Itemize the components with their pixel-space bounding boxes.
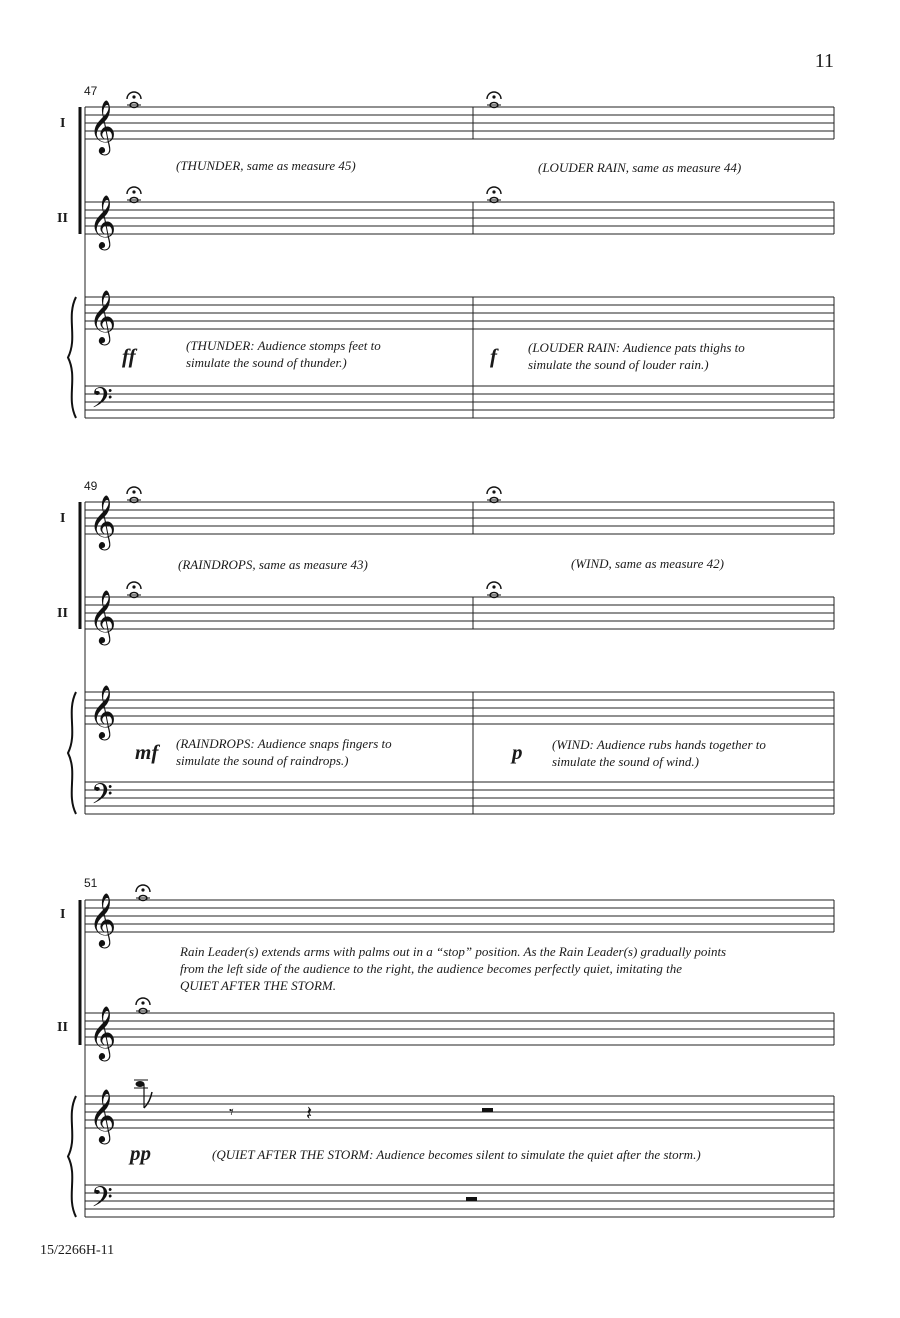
dynamic-p: p xyxy=(512,740,523,764)
staff-label-II: II xyxy=(57,1020,68,1035)
treble-clef-icon: 𝄞 xyxy=(89,99,117,153)
piano-text-line: (QUIET AFTER THE STORM: Audience becomes silent to simulate the quiet after the storm.) xyxy=(212,1147,701,1162)
eighth-note xyxy=(136,1081,145,1087)
direction-thunder: (THUNDER, same as measure 45) xyxy=(176,158,356,173)
treble-clef-icon: 𝄞 xyxy=(89,194,117,248)
dynamic-mf: mf xyxy=(135,740,159,764)
measure-number: 51 xyxy=(84,876,98,890)
staff-label-II: II xyxy=(57,211,68,226)
staff-label-I: I xyxy=(60,907,66,922)
piano-text-line: simulate the sound of wind.) xyxy=(552,754,699,769)
fermata-dot xyxy=(132,585,135,588)
measure-number: 49 xyxy=(84,479,98,493)
fermata-dot xyxy=(141,1001,144,1004)
treble-clef-icon: 𝄞 xyxy=(89,589,117,643)
fermata-dot xyxy=(492,190,495,193)
staff-label-I: I xyxy=(60,511,66,526)
eighth-rest-icon: 𝄾 xyxy=(229,1102,234,1123)
fermata-dot xyxy=(132,490,135,493)
piano-text-line: (THUNDER: Audience stomps feet to xyxy=(186,338,381,353)
fermata-dot xyxy=(132,95,135,98)
instruction-line: QUIET AFTER THE STORM. xyxy=(180,978,337,993)
fermata-dot xyxy=(132,190,135,193)
piano-text-line: (LOUDER RAIN: Audience pats thighs to xyxy=(528,340,745,355)
treble-clef-icon: 𝄞 xyxy=(89,684,117,738)
bass-clef-icon: 𝄢 xyxy=(91,382,113,422)
bass-clef-icon: 𝄢 xyxy=(91,778,113,818)
measure-number: 47 xyxy=(84,84,98,98)
treble-clef-icon: 𝄞 xyxy=(89,1005,117,1059)
piano-text-line: simulate the sound of louder rain.) xyxy=(528,357,709,372)
fermata-dot xyxy=(141,888,144,891)
treble-clef-icon: 𝄞 xyxy=(89,1088,117,1142)
treble-clef-icon: 𝄞 xyxy=(89,289,117,343)
piano-text-line: simulate the sound of thunder.) xyxy=(186,355,347,370)
piano-text-line: simulate the sound of raindrops.) xyxy=(176,753,349,768)
quarter-rest-icon: 𝄽 xyxy=(306,1101,313,1125)
note-flag xyxy=(144,1092,152,1108)
half-rest-icon xyxy=(466,1197,477,1201)
direction-wind: (WIND, same as measure 42) xyxy=(571,556,724,571)
bass-clef-icon: 𝄢 xyxy=(91,1181,113,1221)
brace-icon xyxy=(68,297,76,418)
half-rest-icon xyxy=(482,1108,493,1112)
piano-text-line: (RAINDROPS: Audience snaps fingers to xyxy=(176,736,392,751)
treble-clef-icon: 𝄞 xyxy=(89,494,117,548)
dynamic-pp: pp xyxy=(130,1141,151,1165)
fermata-dot xyxy=(492,585,495,588)
staff-label-II: II xyxy=(57,606,68,621)
brace-icon xyxy=(68,692,76,814)
direction-louder-rain: (LOUDER RAIN, same as measure 44) xyxy=(538,160,742,175)
fermata-dot xyxy=(492,490,495,493)
brace-icon xyxy=(68,1096,76,1217)
instruction-line: Rain Leader(s) extends arms with palms out in a “stop” position. As the Rain Leader(s) gradually points xyxy=(180,944,727,959)
dynamic-ff: ff xyxy=(122,344,136,368)
dynamic-f: f xyxy=(490,344,497,368)
direction-raindrops: (RAINDROPS, same as measure 43) xyxy=(178,557,368,572)
footer-code: 15/2266H-11 xyxy=(40,1243,115,1258)
piano-text-line: (WIND: Audience rubs hands together to xyxy=(552,737,766,752)
treble-clef-icon: 𝄞 xyxy=(89,892,117,946)
staff-label-I: I xyxy=(60,116,66,131)
instruction-line: from the left side of the audience to the right, the audience becomes perfectly quiet, imitating the xyxy=(180,961,683,976)
page-number: 11 xyxy=(814,50,834,72)
fermata-dot xyxy=(492,95,495,98)
